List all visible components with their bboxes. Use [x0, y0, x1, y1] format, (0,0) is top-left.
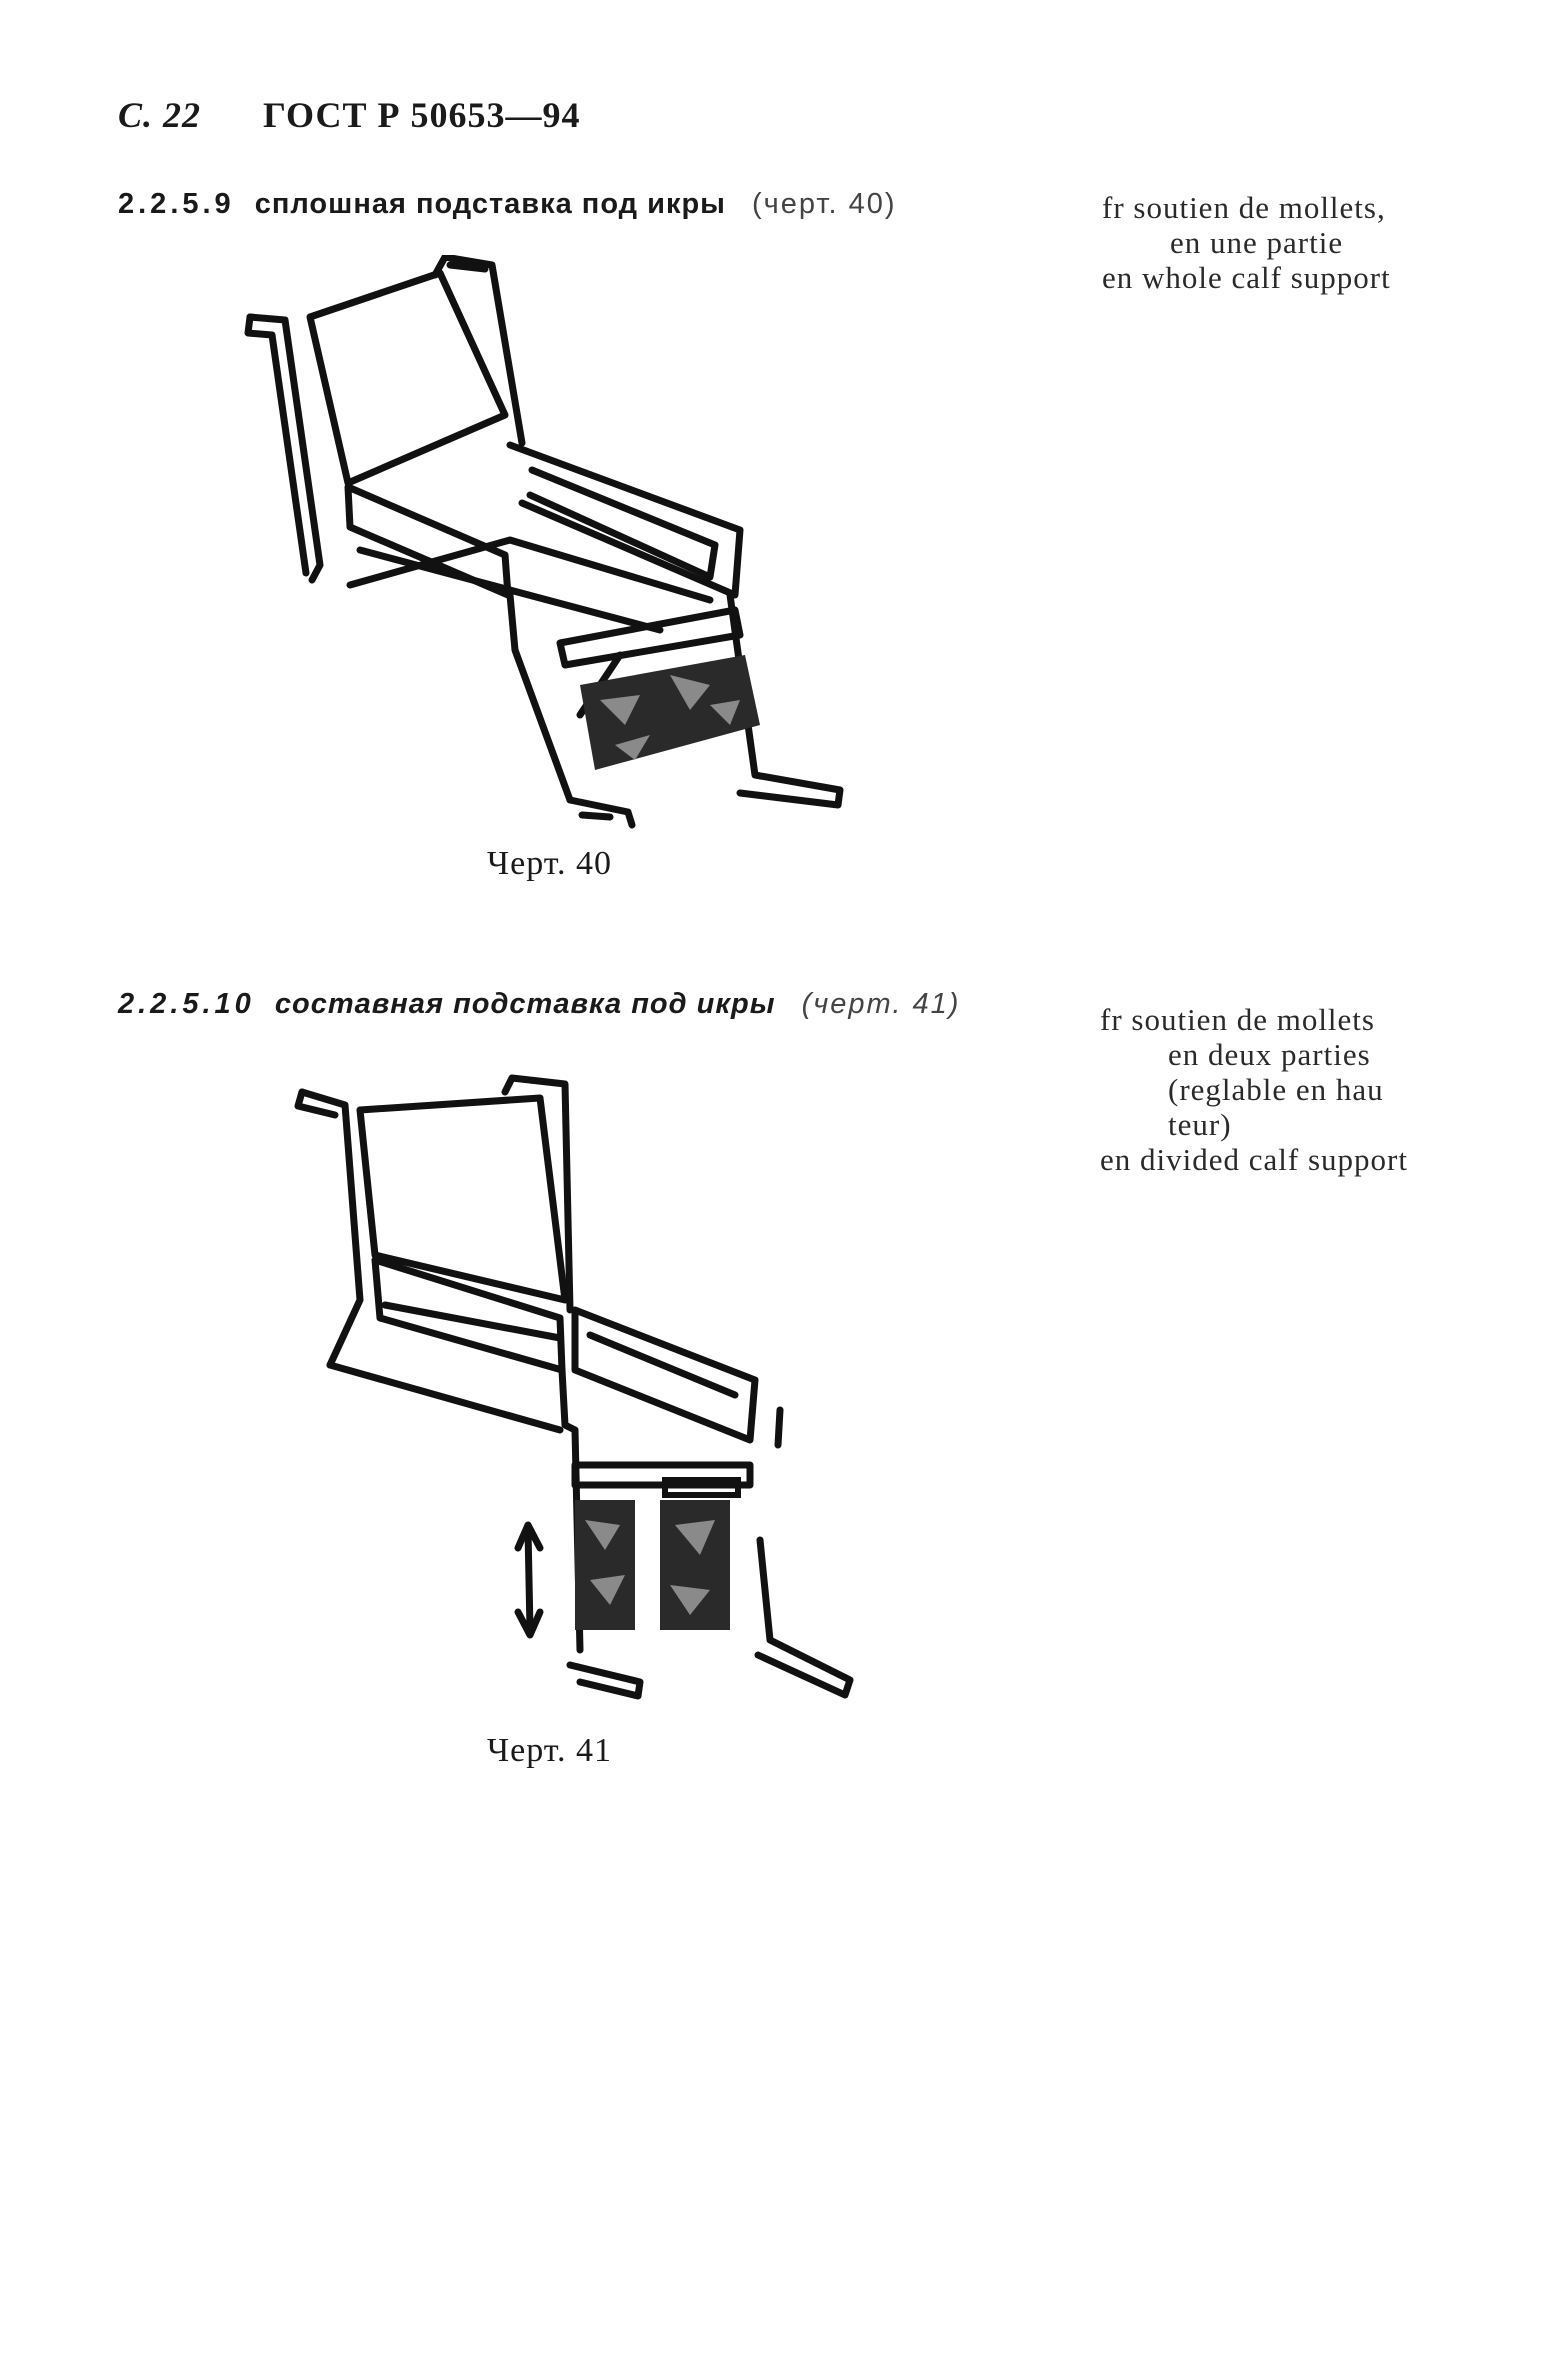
calf-support-pad-left: [575, 1500, 635, 1630]
equivalent-line: teur): [1168, 1107, 1232, 1142]
entry-number: 2.2.5.9: [118, 188, 235, 220]
equivalent-line: fr soutien de mollets,: [1102, 190, 1386, 225]
entry-figure-reference: (черт. 41): [801, 988, 961, 1020]
equivalent-line: en whole calf support: [1102, 260, 1391, 295]
page-number: С. 22: [118, 95, 202, 135]
equivalent-line: en une partie: [1170, 225, 1344, 260]
figure-caption: Черт. 40: [487, 845, 613, 882]
foreign-equivalents: [1100, 1002, 1408, 1177]
foreign-equivalents: [1102, 190, 1391, 295]
equivalent-line: en divided calf support: [1100, 1142, 1408, 1177]
entry-title: [118, 188, 897, 221]
entry-title: [118, 988, 960, 1021]
entry-term: составная подставка под икры: [274, 988, 776, 1020]
equivalent-line: en deux parties: [1168, 1037, 1371, 1072]
page-header: [118, 94, 580, 136]
equivalent-line: fr soutien de mollets: [1100, 1002, 1375, 1037]
entry-figure-reference: (черт. 40): [752, 188, 897, 220]
entry-number: 2.2.5.10: [118, 988, 255, 1020]
figure-caption: Черт. 41: [487, 1732, 613, 1769]
equivalent-line: (reglable en hau: [1168, 1072, 1384, 1107]
figure-40-chair-whole-calf-support: [240, 255, 860, 845]
entry-term: сплошная подставка под икры: [254, 188, 726, 220]
standard-number: ГОСТ Р 50653—94: [263, 95, 581, 135]
calf-support-pad-right: [660, 1500, 730, 1630]
figure-41-chair-divided-calf-support: [290, 1070, 890, 1710]
